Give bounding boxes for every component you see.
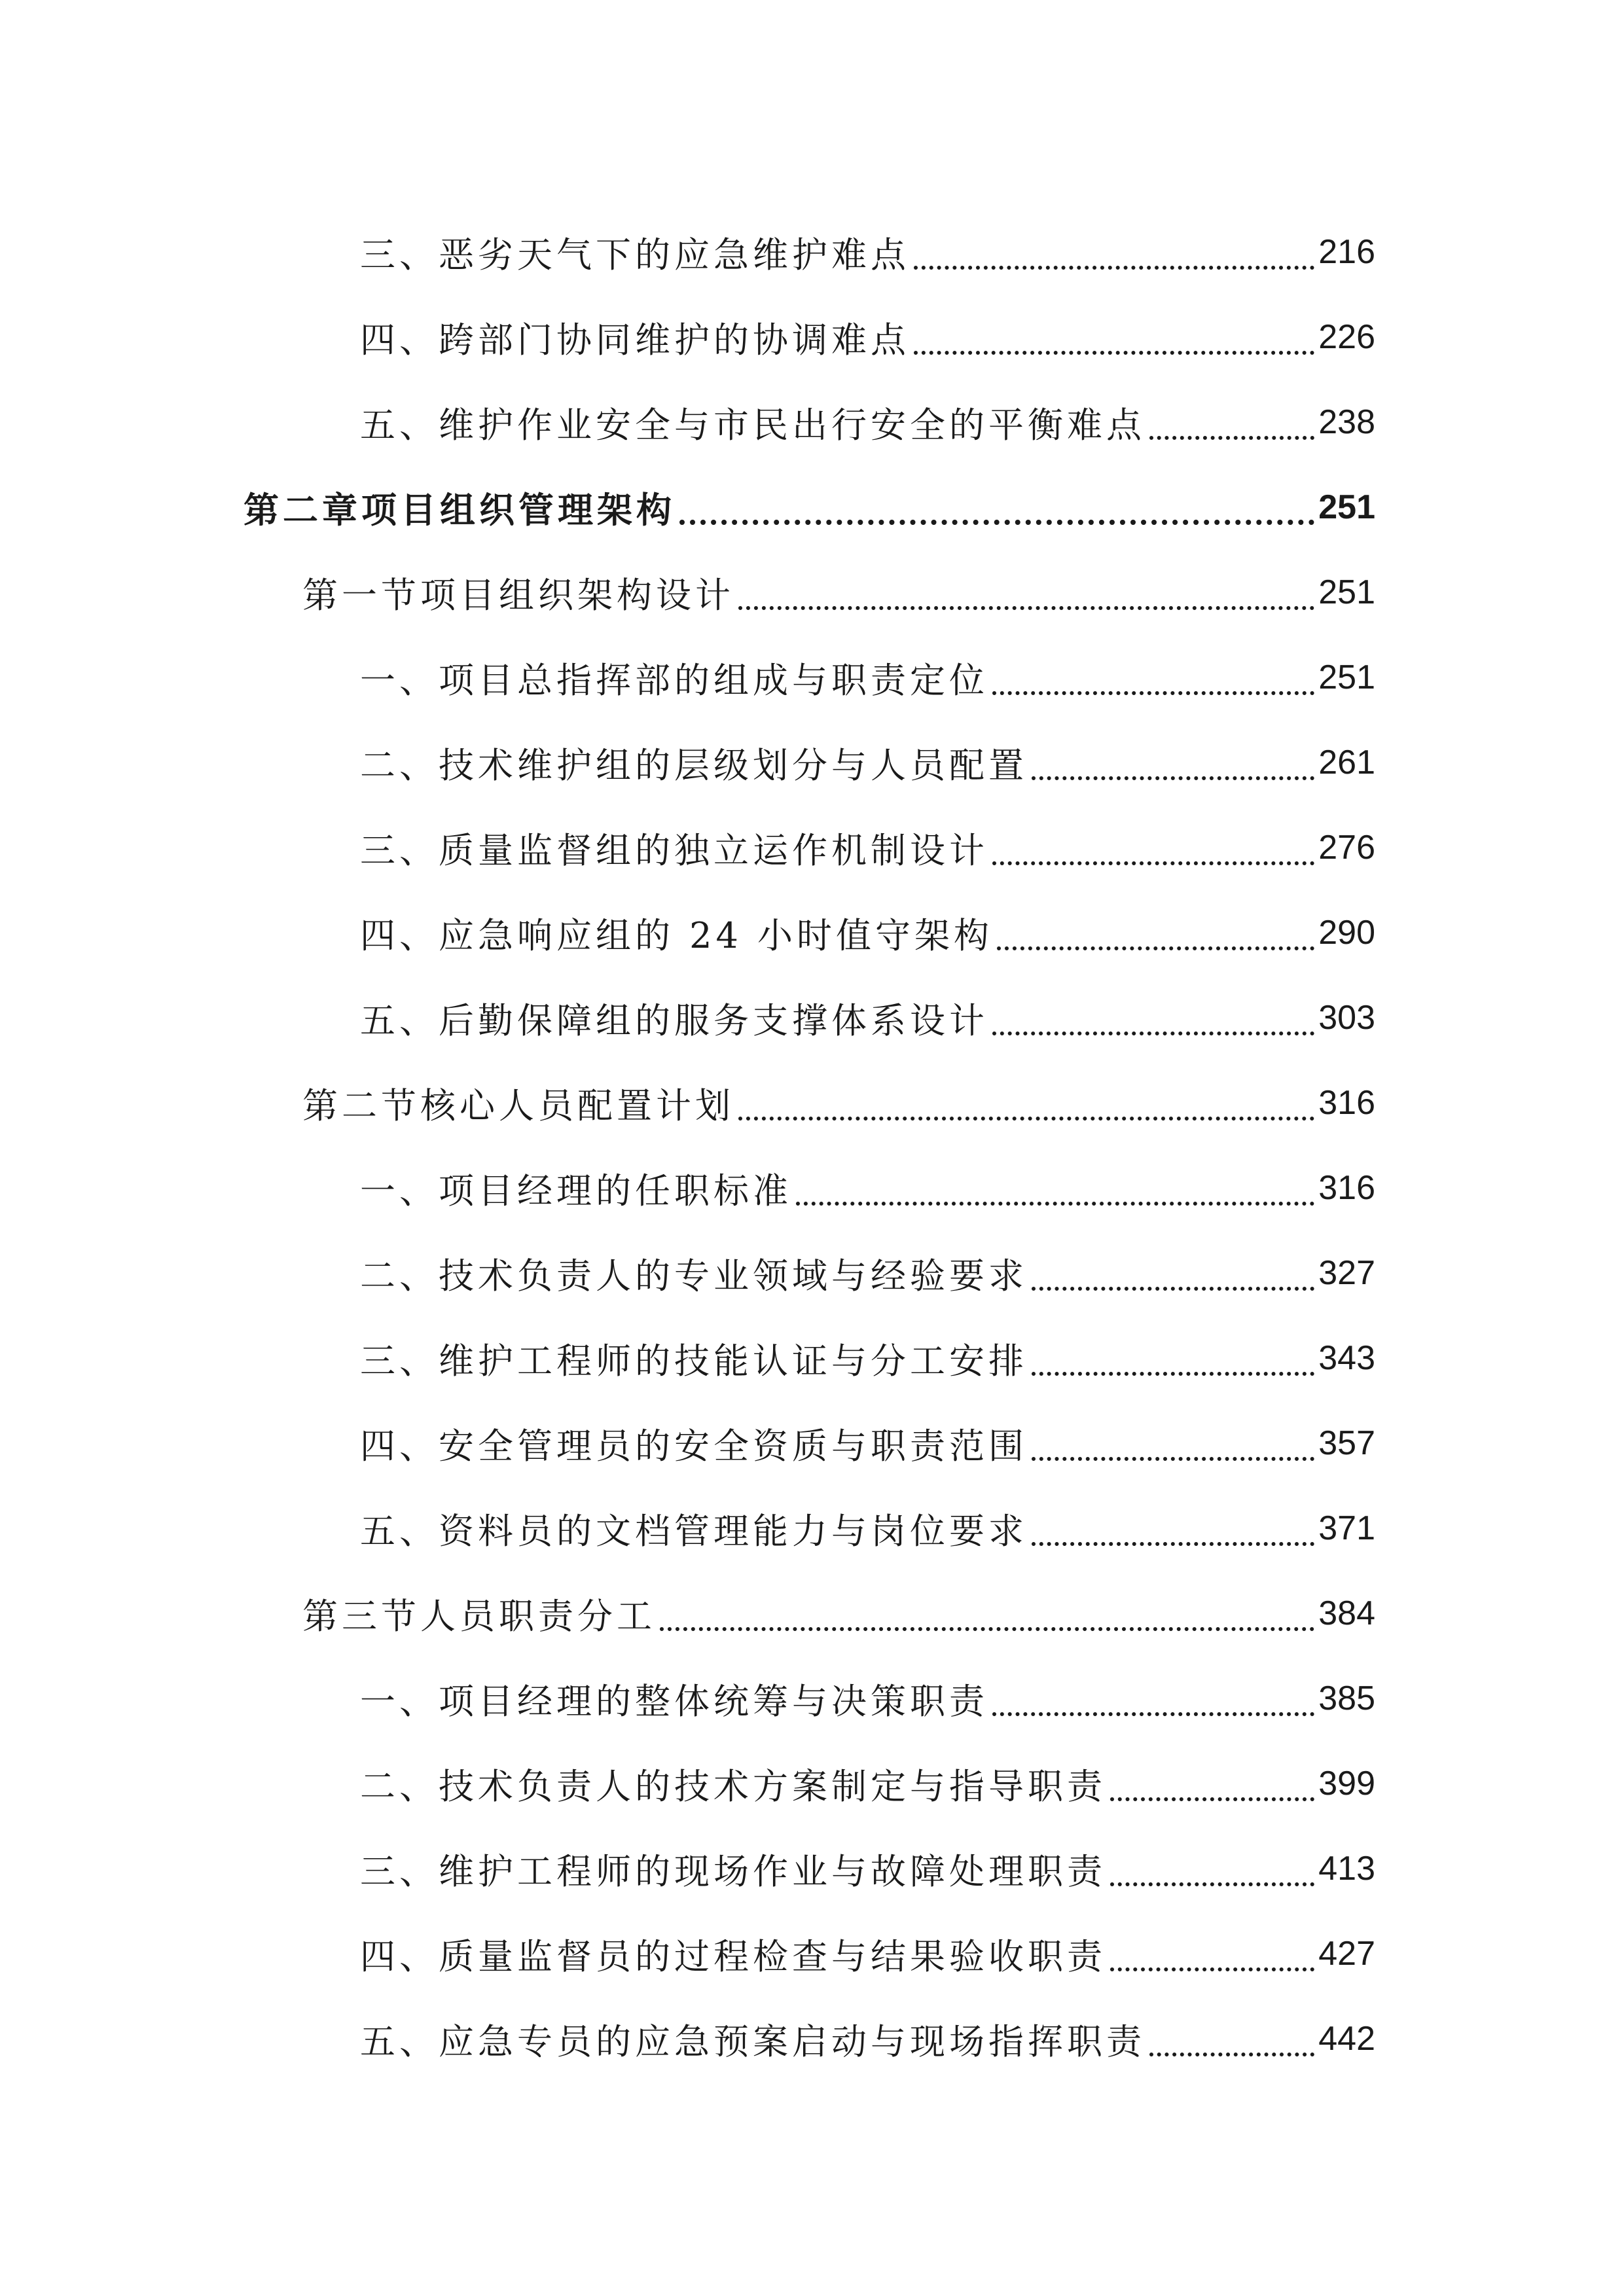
toc-entry-page-number: 276 xyxy=(1318,829,1375,867)
dot-leader xyxy=(796,1201,1314,1206)
toc-entry-title: 三、维护工程师的技能认证与分工安排 xyxy=(360,1340,1028,1382)
dot-leader xyxy=(997,946,1314,950)
toc-entry-level-3[interactable] xyxy=(0,635,1624,720)
dot-leader xyxy=(1110,1797,1314,1801)
toc-entry-title: 三、维护工程师的现场作业与故障处理职责 xyxy=(360,1850,1106,1892)
toc-entry-page-number: 413 xyxy=(1318,1850,1375,1888)
dot-leader xyxy=(992,691,1314,695)
toc-entry-page-number: 251 xyxy=(1318,658,1375,696)
toc-entry-level-3[interactable] xyxy=(0,1741,1624,1826)
dot-leader xyxy=(1032,776,1314,780)
dot-leader xyxy=(1149,435,1314,440)
toc-entry-page-number: 226 xyxy=(1318,318,1375,356)
toc-entry-page-number: 238 xyxy=(1318,403,1375,441)
toc-entry-title: 四、安全管理员的安全资质与职责范围 xyxy=(360,1425,1028,1467)
toc-entry-page-number: 343 xyxy=(1318,1339,1375,1377)
toc-entry-title: 五、后勤保障组的服务支撑体系设计 xyxy=(360,999,988,1041)
toc-entry-page-number: 371 xyxy=(1318,1509,1375,1547)
toc-entry-page-number: 316 xyxy=(1318,1169,1375,1207)
toc-entry-title: 四、跨部门协同维护的协调难点 xyxy=(360,319,910,361)
toc-entry-level-3[interactable] xyxy=(0,1316,1624,1401)
toc-entry-title: 四、应急响应组的 24 小时值守架构 xyxy=(360,914,994,956)
toc-entry-title: 二、技术负责人的技术方案制定与指导职责 xyxy=(360,1765,1106,1807)
toc-entry-level-3[interactable] xyxy=(0,1996,1624,2081)
toc-entry-title: 第二节核心人员配置计划 xyxy=(302,1085,734,1126)
toc-entry-page-number: 251 xyxy=(1318,488,1375,526)
toc-entry-page-number: 327 xyxy=(1318,1254,1375,1292)
toc-entry-level-2[interactable] xyxy=(0,550,1624,635)
toc-entry-level-3[interactable] xyxy=(0,1656,1624,1741)
toc-entry-level-3[interactable] xyxy=(0,1145,1624,1230)
toc-entry-title: 五、应急专员的应急预案启动与现场指挥职责 xyxy=(360,2020,1146,2062)
dot-leader xyxy=(738,1116,1314,1121)
dot-leader xyxy=(992,1712,1314,1716)
toc-entry-title: 五、资料员的文档管理能力与岗位要求 xyxy=(360,1510,1028,1552)
toc-entry-title: 一、项目经理的整体统筹与决策职责 xyxy=(360,1680,988,1722)
toc-entry-page-number: 357 xyxy=(1318,1424,1375,1462)
toc-entry-page-number: 216 xyxy=(1318,233,1375,271)
toc-entry-page-number: 290 xyxy=(1318,914,1375,952)
toc-entry-level-2[interactable] xyxy=(0,1571,1624,1656)
toc-entry-title: 四、质量监督员的过程检查与结果验收职责 xyxy=(360,1935,1106,1977)
toc-entry-title: 第二章项目组织管理架构 xyxy=(244,489,676,531)
toc-entry-title: 第一节项目组织架构设计 xyxy=(302,574,734,616)
toc-entry-title: 二、技术负责人的专业领域与经验要求 xyxy=(360,1255,1028,1297)
dot-leader xyxy=(1032,1456,1314,1461)
toc-entry-page-number: 303 xyxy=(1318,999,1375,1037)
toc-entry-level-3[interactable] xyxy=(0,380,1624,465)
dot-leader xyxy=(1110,1882,1314,1886)
toc-entry-page-number: 385 xyxy=(1318,1679,1375,1717)
dot-leader xyxy=(1032,1286,1314,1291)
dot-leader xyxy=(738,605,1314,610)
toc-entry-level-3[interactable] xyxy=(0,805,1624,890)
toc-entry-level-2[interactable] xyxy=(0,1060,1624,1145)
toc-entry-level-1[interactable] xyxy=(0,465,1624,550)
toc-entry-title: 二、技术维护组的层级划分与人员配置 xyxy=(360,744,1028,786)
dot-leader xyxy=(914,265,1314,270)
toc-entry-page-number: 399 xyxy=(1318,1765,1375,1803)
toc-entry-level-3[interactable] xyxy=(0,720,1624,805)
toc-entry-page-number: 251 xyxy=(1318,573,1375,611)
toc-entry-level-3[interactable] xyxy=(0,890,1624,975)
dot-leader xyxy=(1032,1541,1314,1546)
toc-entry-title: 三、质量监督组的独立运作机制设计 xyxy=(360,829,988,871)
toc-entry-level-3[interactable] xyxy=(0,1486,1624,1571)
toc-entry-page-number: 316 xyxy=(1318,1084,1375,1122)
toc-entry-level-3[interactable] xyxy=(0,975,1624,1060)
toc-entry-level-3[interactable] xyxy=(0,1230,1624,1316)
dot-leader xyxy=(1149,2052,1314,2056)
toc-entry-page-number: 442 xyxy=(1318,2020,1375,2058)
toc-entry-title: 五、维护作业安全与市民出行安全的平衡难点 xyxy=(360,404,1146,446)
dot-leader xyxy=(992,861,1314,865)
dot-leader xyxy=(679,519,1314,525)
toc-entry-page-number: 261 xyxy=(1318,744,1375,781)
toc-entry-page-number: 427 xyxy=(1318,1935,1375,1973)
dot-leader xyxy=(992,1031,1314,1035)
toc-entry-title: 第三节人员职责分工 xyxy=(302,1595,656,1637)
dot-leader xyxy=(660,1626,1314,1631)
toc-entry-level-3[interactable] xyxy=(0,209,1624,295)
toc-entry-level-3[interactable] xyxy=(0,1911,1624,1996)
toc-entry-title: 三、恶劣天气下的应急维护难点 xyxy=(360,234,910,276)
toc-entry-title: 一、项目总指挥部的组成与职责定位 xyxy=(360,659,988,701)
toc-entry-level-3[interactable] xyxy=(0,1401,1624,1486)
table-of-contents xyxy=(0,209,1624,2081)
toc-entry-title: 一、项目经理的任职标准 xyxy=(360,1170,792,1211)
dot-leader xyxy=(914,350,1314,355)
toc-entry-level-3[interactable] xyxy=(0,295,1624,380)
toc-entry-page-number: 384 xyxy=(1318,1594,1375,1632)
dot-leader xyxy=(1032,1371,1314,1376)
dot-leader xyxy=(1110,1967,1314,1971)
toc-entry-level-3[interactable] xyxy=(0,1826,1624,1911)
